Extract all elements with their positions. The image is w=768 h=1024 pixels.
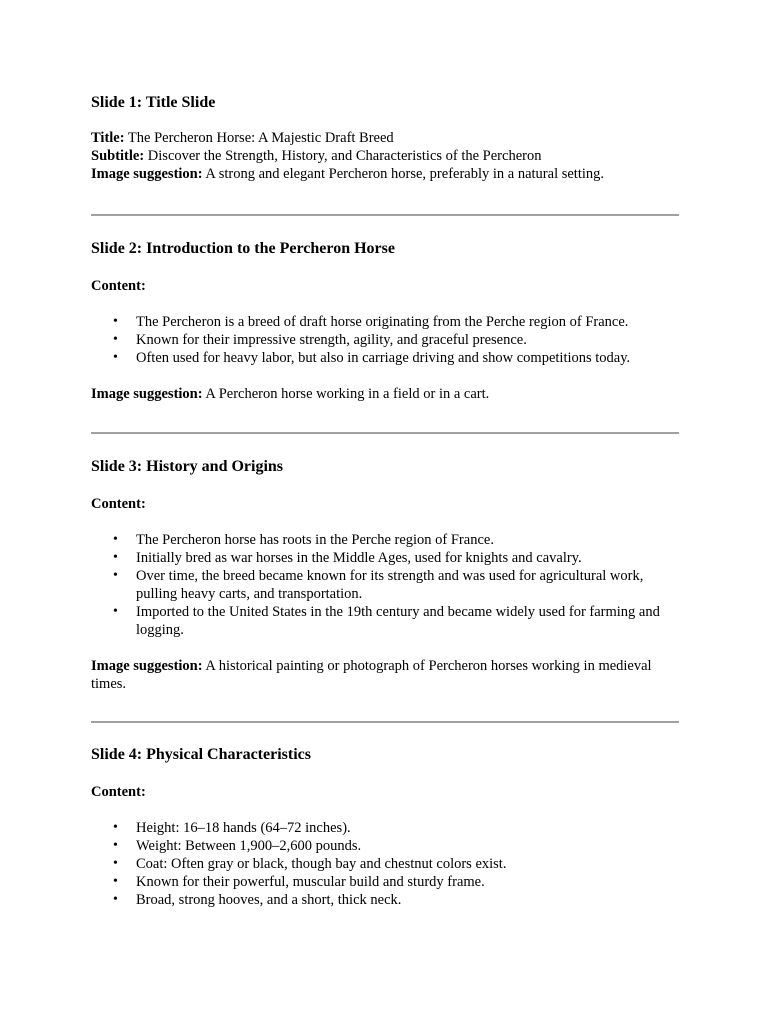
list-item: • Height: 16–18 hands (64–72 inches).	[91, 819, 679, 837]
image-suggestion-text: A historical painting or photograph of Percheron horses working in medieval times.	[91, 658, 652, 692]
subtitle-label: Subtitle:	[91, 148, 145, 164]
image-suggestion-label: Image suggestion:	[91, 658, 203, 674]
content-label: Content:	[91, 496, 146, 512]
subtitle-text: Discover the Strength, History, and Characteristics of the Percheron	[144, 148, 542, 164]
slide-2-heading: Slide 2: Introduction to the Percheron Horse	[91, 240, 395, 257]
list-item: • Imported to the United States in the 19th century and became widely used for farming and logging.	[91, 603, 679, 639]
slide-1-subtitle-line	[91, 147, 679, 165]
content-label: Content:	[91, 784, 146, 800]
list-item: • Weight: Between 1,900–2,600 pounds.	[91, 837, 679, 855]
list-item: • Broad, strong hooves, and a short, thick neck.	[91, 891, 679, 909]
slide-4-bullet-list	[91, 819, 679, 909]
slide-3-section	[91, 457, 679, 693]
slide-1-title-line	[91, 129, 679, 147]
list-item: • Often used for heavy labor, but also in carriage driving and show competitions today.	[91, 349, 679, 367]
list-item: • The Percheron horse has roots in the Perche region of France.	[91, 531, 679, 549]
section-divider	[91, 432, 679, 434]
slide-3-heading: Slide 3: History and Origins	[91, 458, 284, 475]
section-divider	[91, 721, 679, 723]
list-item: • Coat: Often gray or black, though bay and chestnut colors exist.	[91, 855, 679, 873]
image-suggestion-text: A Percheron horse working in a field or in a cart.	[202, 386, 490, 402]
image-suggestion-label: Image suggestion:	[91, 166, 203, 182]
slide-4-heading: Slide 4: Physical Characteristics	[91, 746, 311, 763]
slide-3-bullet-list	[91, 531, 679, 639]
list-item: • Known for their powerful, muscular build and sturdy frame.	[91, 873, 679, 891]
slide-1-heading: Slide 1: Title Slide	[91, 94, 216, 111]
content-label: Content:	[91, 278, 146, 294]
image-suggestion-text: A strong and elegant Percheron horse, preferably in a natural setting.	[202, 166, 605, 182]
title-label: Title:	[91, 130, 125, 146]
list-item: • The Percheron is a breed of draft horse originating from the Perche region of France.	[91, 313, 679, 331]
slide-1-image-suggestion	[91, 165, 679, 183]
slide-2-section	[91, 239, 679, 403]
image-suggestion-label: Image suggestion:	[91, 386, 203, 402]
slide-1-section	[91, 93, 679, 183]
title-text: The Percheron Horse: A Majestic Draft Breed	[124, 130, 394, 146]
slide-2-image-suggestion	[91, 385, 679, 403]
section-divider	[91, 214, 679, 216]
list-item: • Initially bred as war horses in the Middle Ages, used for knights and cavalry.	[91, 549, 679, 567]
list-item: • Known for their impressive strength, agility, and graceful presence.	[91, 331, 679, 349]
slide-2-bullet-list	[91, 313, 679, 367]
slide-3-image-suggestion	[91, 657, 679, 693]
slide-4-section	[91, 745, 679, 909]
list-item: • Over time, the breed became known for its strength and was used for agricultural work, pulling heavy carts, and transportation.	[91, 567, 679, 603]
